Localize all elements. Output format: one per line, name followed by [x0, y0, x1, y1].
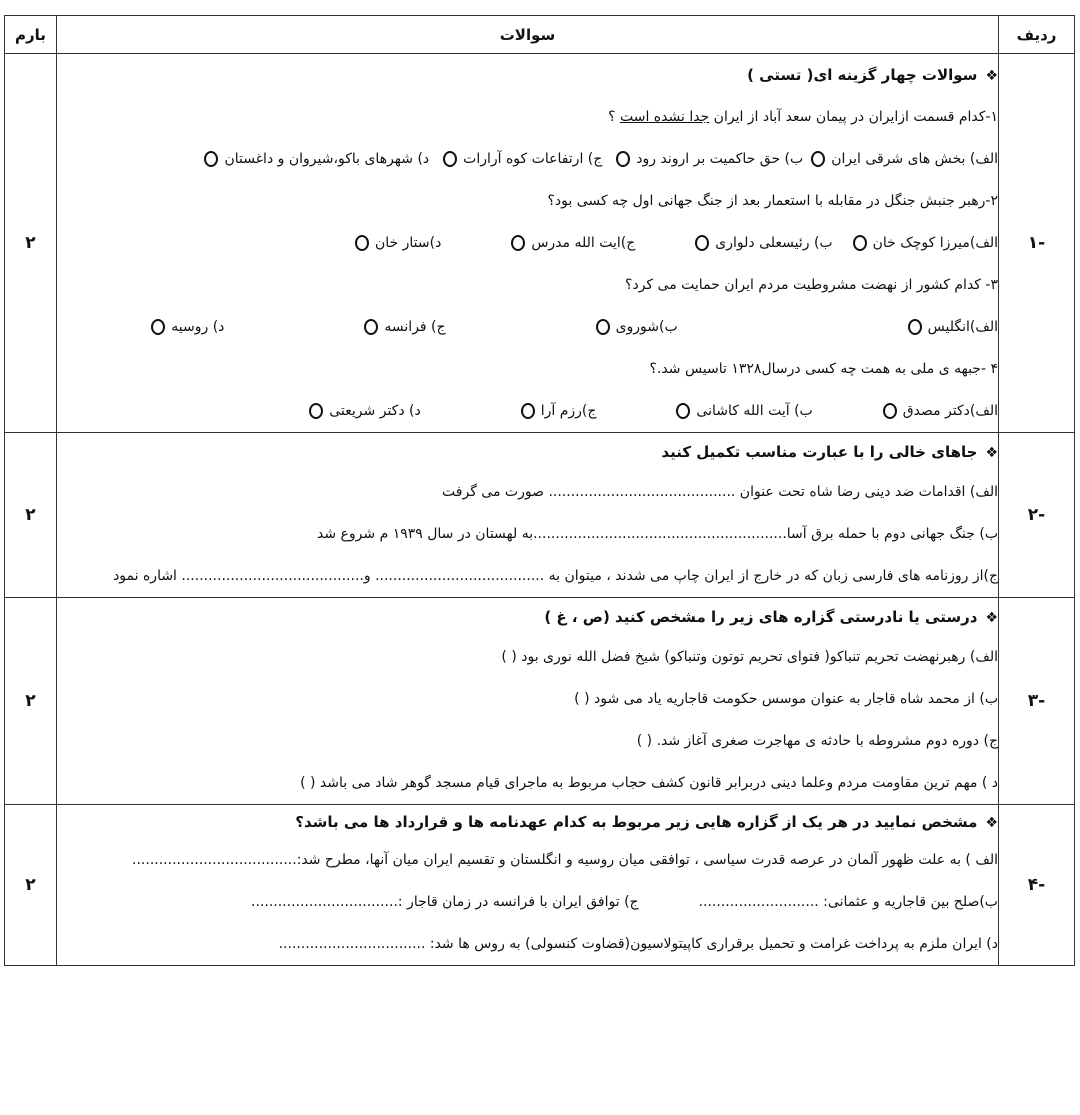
option-1a[interactable] — [811, 138, 998, 180]
option-label: الف)دکتر مصدق — [902, 403, 998, 419]
option-4c[interactable] — [521, 390, 597, 432]
section-1-content — [57, 54, 999, 433]
option-label: د)ستار خان — [375, 235, 442, 251]
section-4-number: -۴ — [999, 805, 1075, 966]
question-3-line: ۳- کدام کشور از نهضت مشروطیت مردم ایران حمایت می کرد؟ — [625, 277, 998, 293]
treaty-d[interactable]: د) ایران ملزم به پرداخت غرامت و تحمیل برقراری کاپیتولاسیون(قضاوت کنسولی) به روس ها شد: ................................. — [278, 936, 998, 952]
question-4-line: ۴ -جبهه ی ملی به همت چه کسی درسال۱۳۲۸ تاسیس شد.؟ — [649, 361, 998, 377]
section-3-content — [57, 598, 999, 805]
radio-circle-icon[interactable] — [521, 403, 535, 419]
section-3-title: درستی یا نادرستی گزاره های زیر را مشخص کنید (ص ، غ ) — [544, 608, 978, 626]
radio-circle-icon[interactable] — [151, 319, 165, 335]
radio-circle-icon[interactable] — [676, 403, 690, 419]
option-2c[interactable] — [511, 222, 635, 264]
option-3a[interactable] — [908, 306, 998, 348]
section-3-number: -۳ — [999, 598, 1075, 805]
radio-circle-icon[interactable] — [616, 151, 630, 167]
diamond-bullet-icon: ❖ — [985, 815, 998, 831]
header-row — [5, 16, 1075, 54]
question-2-line: ۲-رهبر جنبش جنگل در مقابله با استعمار بعد از جنگ جهانی اول چه کسی بود؟ — [547, 193, 998, 209]
radio-circle-icon[interactable] — [443, 151, 457, 167]
section-3-score: ۲ — [5, 598, 57, 805]
treaty-bc-line — [57, 881, 998, 923]
question-1-underlined: جدا نشده است — [619, 109, 710, 125]
section-1-title-line — [57, 54, 998, 96]
treaty-a[interactable]: الف ) به علت ظهور آلمان در عرصه قدرت سیاسی ، توافقی میان روسیه و انگلستان و تقسیم ایران میان آنها، مطرح شد:..................................... — [132, 852, 998, 868]
diamond-bullet-icon: ❖ — [985, 610, 998, 626]
section-2-number: -۲ — [999, 433, 1075, 598]
option-label: ب) آیت الله کاشانی — [696, 403, 813, 419]
option-label: ج)رزم آرا — [540, 403, 597, 419]
diamond-bullet-icon: ❖ — [985, 445, 998, 461]
option-label: ج) ارتفاعات کوه آرارات — [463, 151, 603, 167]
radio-circle-icon[interactable] — [511, 235, 525, 251]
option-label: ج)ایت الله مدرس — [531, 235, 636, 251]
diamond-bullet-icon: ❖ — [985, 68, 998, 84]
option-4a[interactable] — [883, 390, 998, 432]
section-4-row — [5, 805, 1075, 966]
option-label: د) روسیه — [171, 319, 225, 335]
true-false-d[interactable]: د ) مهم ترین مقاومت مردم وعلما دینی دربرابر قانون کشف حجاب مربوط به ماجرای قیام مسجد گوهر شاد می باشد ( ) — [300, 775, 998, 791]
question-1-options — [57, 138, 998, 180]
option-1b[interactable] — [616, 138, 803, 180]
section-2-title-line — [57, 433, 998, 471]
question-3-options — [57, 306, 998, 348]
radio-circle-icon[interactable] — [908, 319, 922, 335]
header-radif: ردیف — [999, 16, 1075, 54]
option-2d[interactable] — [355, 222, 441, 264]
question-1-line — [57, 96, 998, 138]
option-3d[interactable] — [151, 306, 224, 348]
header-barem: بارم — [5, 16, 57, 54]
section-1-number: -۱ — [999, 54, 1075, 433]
true-false-a[interactable]: الف) رهبرنهضت تحریم تنباکو( فتوای تحریم توتون وتنباکو) شیخ فضل الله نوری بود ( ) — [501, 649, 998, 665]
option-label: الف)میرزا کوچک خان — [872, 235, 998, 251]
radio-circle-icon[interactable] — [204, 151, 218, 167]
true-false-c[interactable]: ج) دوره دوم مشروطه با حادثه ی مهاجرت صغری آغاز شد. ( ) — [636, 733, 998, 749]
question-2-options — [57, 222, 998, 264]
fill-blank-b[interactable]: ب) جنگ جهانی دوم با حمله برق آسا.........................................................به لهستان در سال ۱۹۳۹ م شروع شد — [317, 526, 998, 542]
radio-circle-icon[interactable] — [309, 403, 323, 419]
option-label: د) شهرهای باکو،شیروان و داغستان — [224, 151, 430, 167]
section-2-score: ۲ — [5, 433, 57, 598]
option-1c[interactable] — [443, 138, 602, 180]
radio-circle-icon[interactable] — [883, 403, 897, 419]
section-2-content — [57, 433, 999, 598]
option-2b[interactable] — [695, 222, 832, 264]
option-label: الف) بخش های شرقی ایران — [831, 151, 998, 167]
section-2-row — [5, 433, 1075, 598]
section-3-row — [5, 598, 1075, 805]
section-4-score: ۲ — [5, 805, 57, 966]
section-4-content — [57, 805, 999, 966]
option-4d[interactable] — [309, 390, 420, 432]
treaty-b[interactable]: ب)صلح بین قاجاریه و عثمانی: ........................... — [698, 894, 998, 910]
option-label: ج) فرانسه — [384, 319, 446, 335]
question-1-end: ؟ — [608, 109, 620, 125]
header-questions: سوالات — [57, 16, 999, 54]
radio-circle-icon[interactable] — [695, 235, 709, 251]
option-label: الف)انگلیس — [927, 319, 998, 335]
option-4b[interactable] — [676, 390, 812, 432]
fill-blank-a[interactable]: الف) اقدامات ضد دینی رضا شاه تحت عنوان .......................................... صورت می گرفت — [442, 484, 998, 500]
radio-circle-icon[interactable] — [853, 235, 867, 251]
section-4-title-line — [57, 805, 998, 839]
option-1d[interactable] — [204, 138, 429, 180]
radio-circle-icon[interactable] — [811, 151, 825, 167]
section-4-title: مشخص نمایید در هر یک از گزاره هایی زیر مربوط به کدام عهدنامه ها و قرارداد ها می باشد؟ — [295, 813, 978, 831]
section-1-title: سوالات چهار گزینه ای( تستی ) — [747, 66, 978, 84]
radio-circle-icon[interactable] — [364, 319, 378, 335]
option-label: ب)شوروی — [615, 319, 678, 335]
exam-table — [4, 15, 1075, 966]
option-3c[interactable] — [364, 306, 445, 348]
option-label: د) دکتر شریعتی — [329, 403, 421, 419]
section-3-title-line — [57, 598, 998, 636]
radio-circle-icon[interactable] — [596, 319, 610, 335]
radio-circle-icon[interactable] — [355, 235, 369, 251]
section-1-score: ۲ — [5, 54, 57, 433]
option-label: ب) رئیسعلی دلواری — [715, 235, 833, 251]
question-1-text: ۱-کدام قسمت ازایران در پیمان سعد آباد از ایران — [709, 109, 998, 125]
option-label: ب) حق حاکمیت بر اروند رود — [636, 151, 804, 167]
fill-blank-c[interactable]: ج)از روزنامه های فارسی زبان که در خارج از ایران چاپ می شدند ، میتوان به ...................................... و......................................... اشاره نمود — [113, 568, 998, 584]
true-false-b[interactable]: ب) از محمد شاه قاجار به عنوان موسس حکومت قاجاریه یاد می شود ( ) — [574, 691, 998, 707]
option-3b[interactable] — [596, 306, 678, 348]
treaty-c[interactable]: ج) توافق ایران با فرانسه در زمان قاجار :................................. — [251, 894, 639, 910]
option-2a[interactable] — [853, 222, 998, 264]
section-1-row — [5, 54, 1075, 433]
question-4-options — [57, 390, 998, 432]
section-2-title: جاهای خالی را با عبارت مناسب تکمیل کنید — [661, 443, 978, 461]
